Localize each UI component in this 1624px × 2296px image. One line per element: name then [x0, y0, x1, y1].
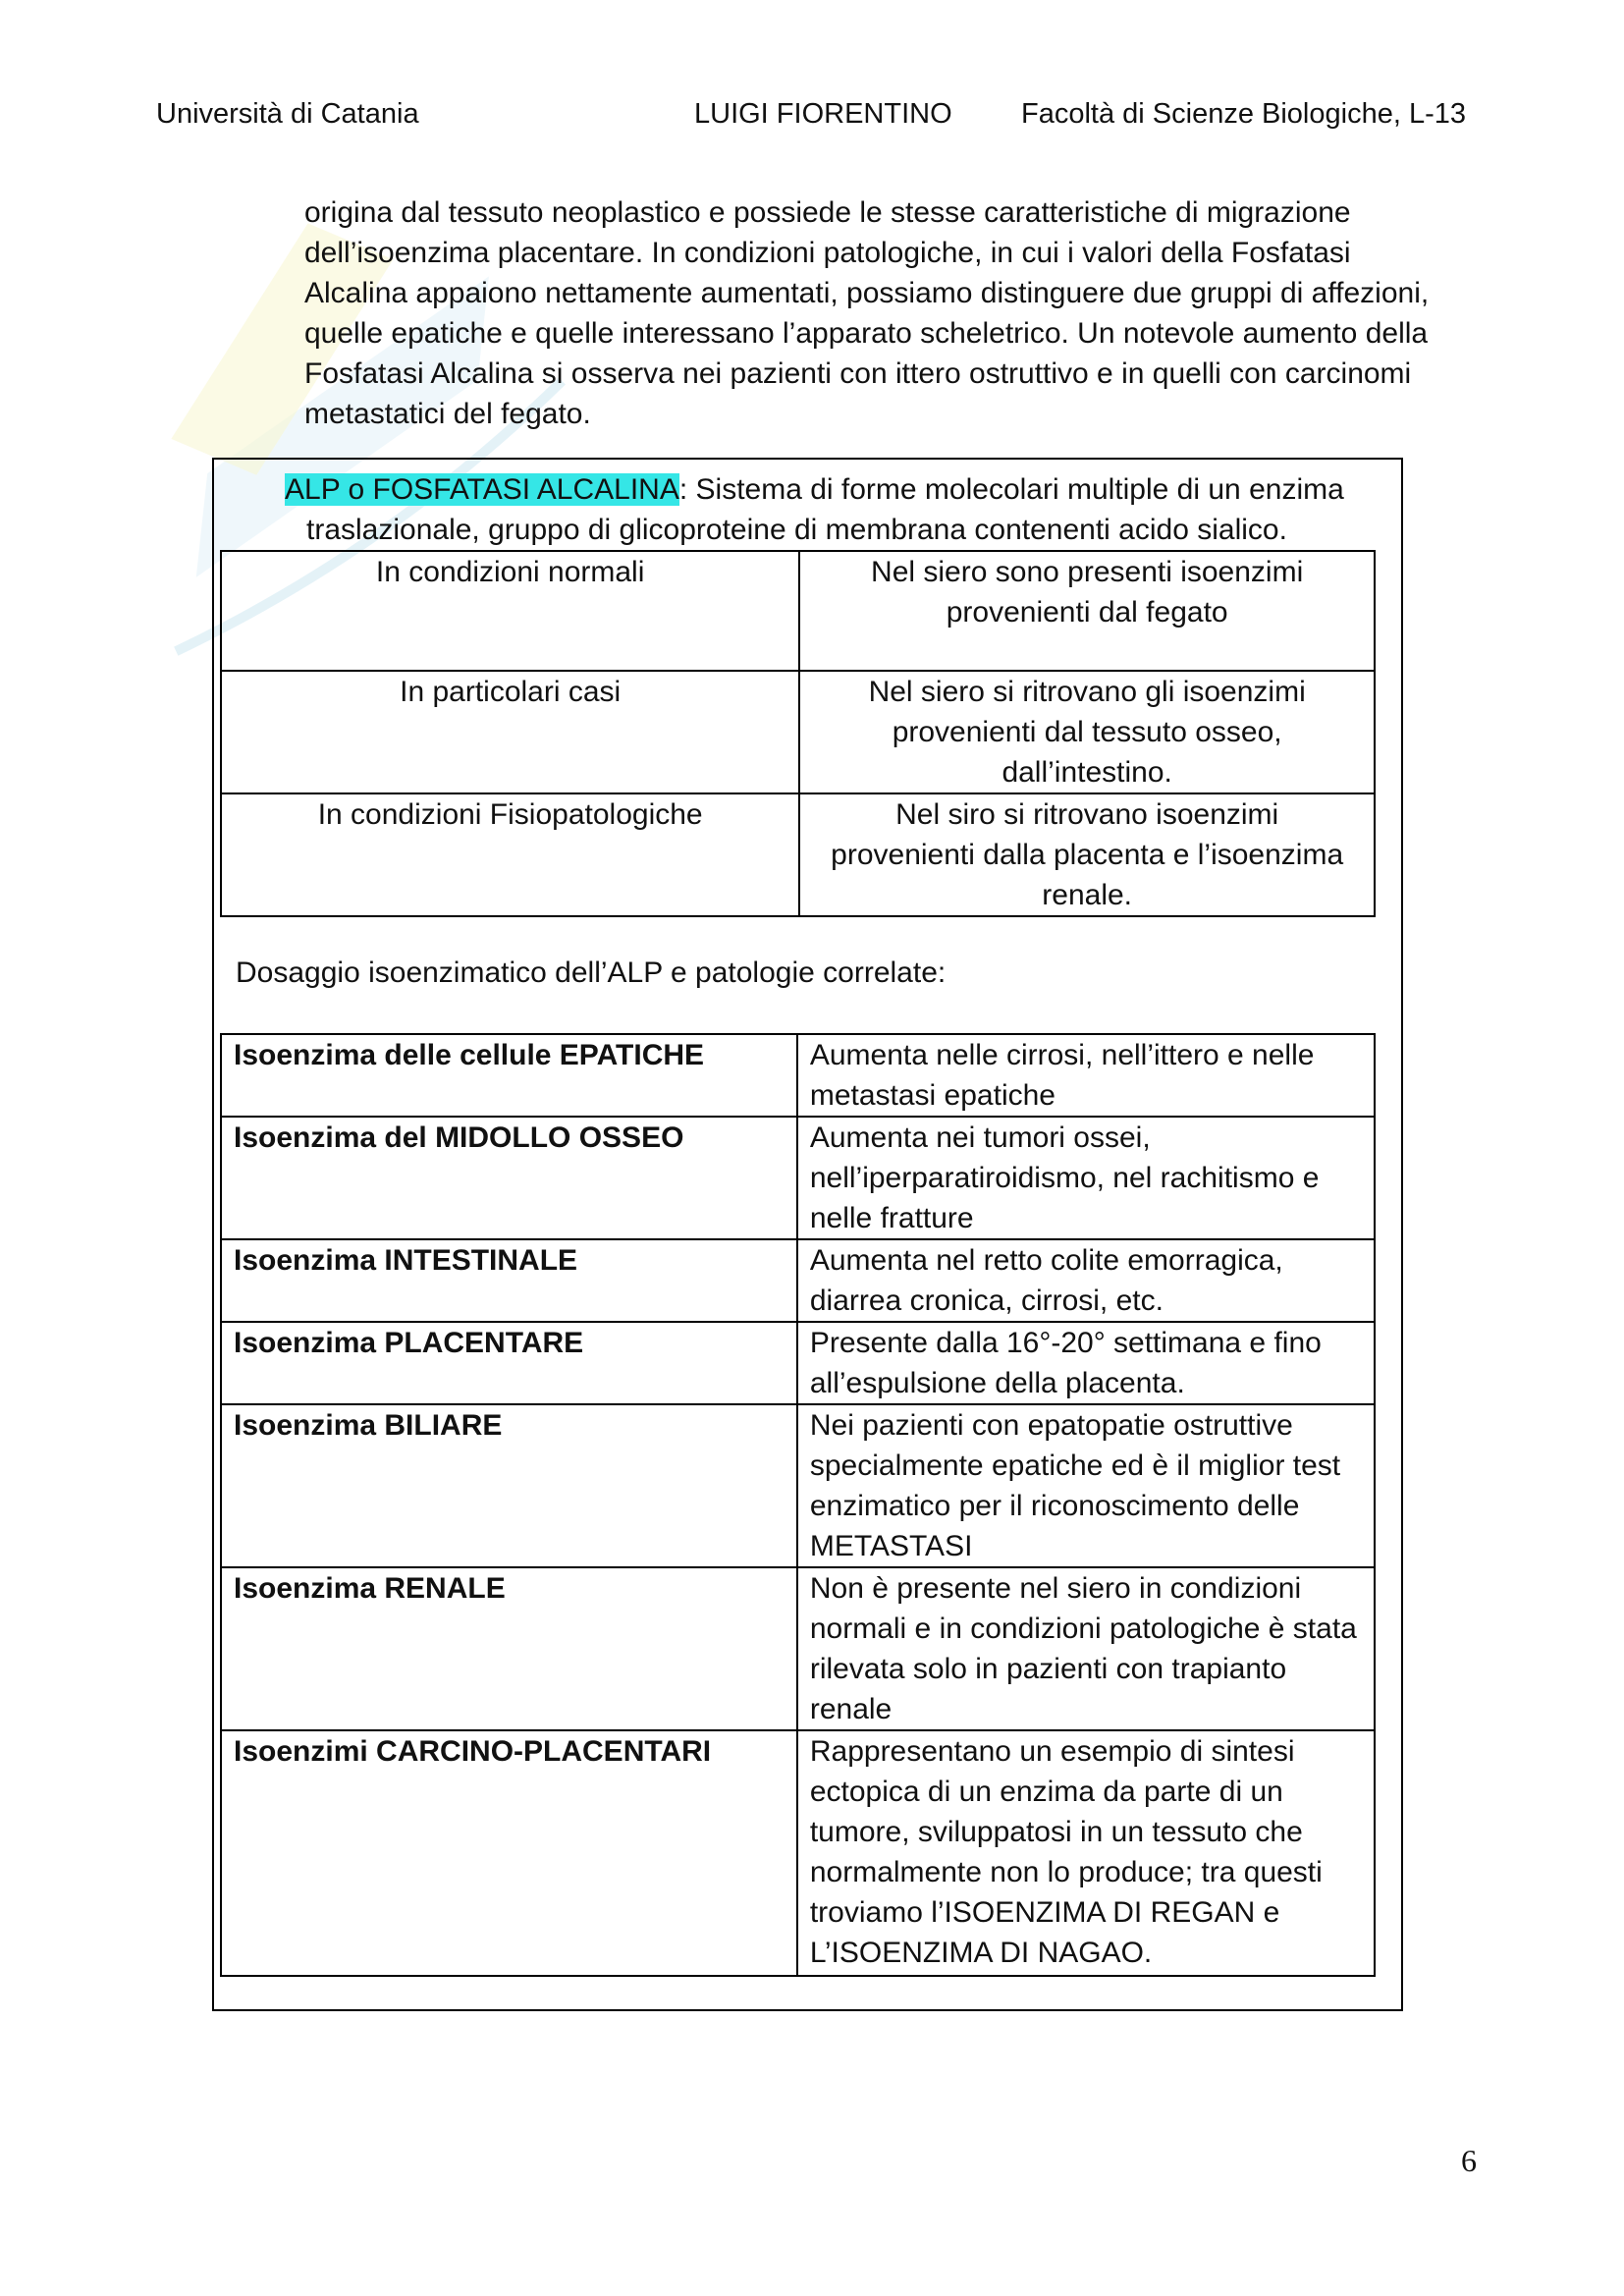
header-university: Università di Catania: [156, 98, 419, 130]
condition-description-cell: Nel siero sono presenti isoenzimi provenienti dal fegato: [799, 551, 1375, 671]
table-row: [221, 1239, 1375, 1322]
intro-line: Alcalina appaiono nettamente aumentati, possiamo distinguere due gruppi di affezioni,: [304, 277, 1430, 309]
dosaggio-heading: Dosaggio isoenzimatico dell’ALP e patologie correlate:: [236, 957, 947, 989]
header-faculty: Facoltà di Scienze Biologiche, L-13: [1021, 98, 1466, 130]
condition-description-cell: Nel siro si ritrovano isoenzimi provenienti dalla placenta e l’isoenzima renale.: [799, 793, 1375, 916]
isoenzyme-name-cell: Isoenzima RENALE: [221, 1567, 797, 1730]
condition-description-cell: Nel siero si ritrovano gli isoenzimi provenienti dal tessuto osseo, dall’intestino.: [799, 671, 1375, 793]
alp-definition-line2: traslazionale, gruppo di glicoproteine di membrana contenenti acido sialico.: [306, 514, 1287, 546]
isoenzymes-table: [220, 1033, 1376, 1977]
header-author: LUIGI FIORENTINO: [694, 98, 952, 130]
table-row: [221, 1117, 1375, 1239]
isoenzyme-description-cell: Aumenta nel retto colite emorragica, diarrea cronica, cirrosi, etc.: [797, 1239, 1375, 1322]
conditions-table: [220, 550, 1376, 917]
page-number: 6: [1461, 2143, 1477, 2178]
isoenzyme-description-cell: Non è presente nel siero in condizioni normali e in condizioni patologiche è stata rilevata solo in pazienti con trapianto renale: [797, 1567, 1375, 1730]
alp-summary-box: [212, 458, 1403, 2011]
isoenzyme-name-cell: Isoenzima INTESTINALE: [221, 1239, 797, 1322]
intro-line: Fosfatasi Alcalina si osserva nei pazienti con ittero ostruttivo e in quelli con carcinomi: [304, 357, 1412, 390]
intro-line: dell’isoenzima placentare. In condizioni patologiche, in cui i valori della Fosfatasi: [304, 237, 1351, 269]
table-row: [221, 1034, 1375, 1117]
isoenzyme-name-cell: Isoenzimi CARCINO-PLACENTARI: [221, 1730, 797, 1976]
intro-line: quelle epatiche e quelle interessano l’apparato scheletrico. Un notevole aumento della: [304, 317, 1429, 350]
intro-line: origina dal tessuto neoplastico e possiede le stesse caratteristiche di migrazione: [304, 196, 1351, 229]
table-row: [221, 1322, 1375, 1404]
isoenzyme-description-cell: Nei pazienti con epatopatie ostruttive specialmente epatiche ed è il miglior test enzimatico per il riconoscimento delle METASTASI: [797, 1404, 1375, 1567]
table-row: [221, 793, 1375, 916]
isoenzyme-description-cell: Aumenta nei tumori ossei, nell’iperparatiroidismo, nel rachitismo e nelle fratture: [797, 1117, 1375, 1239]
intro-paragraph: [304, 192, 1483, 434]
isoenzyme-description-cell: Rappresentano un esempio di sintesi ectopica di un enzima da parte di un tumore, sviluppatosi in un tessuto che normalmente non lo produce; tra questi troviamo l’ISOENZIMA DI REGAN e L’ISOENZIMA DI NAGAO.: [797, 1730, 1375, 1976]
alp-term-highlight: ALP o FOSFATASI ALCALINA: [285, 473, 679, 506]
condition-cell: In condizioni Fisiopatologiche: [221, 793, 799, 916]
isoenzyme-name-cell: Isoenzima PLACENTARE: [221, 1322, 797, 1404]
isoenzyme-description-cell: Aumenta nelle cirrosi, nell’ittero e nelle metastasi epatiche: [797, 1034, 1375, 1117]
table-row: [221, 1567, 1375, 1730]
table-row: [221, 551, 1375, 671]
table-row: [221, 671, 1375, 793]
isoenzyme-name-cell: Isoenzima del MIDOLLO OSSEO: [221, 1117, 797, 1239]
condition-cell: In condizioni normali: [221, 551, 799, 671]
alp-definition-line1: : Sistema di forme molecolari multiple di un enzima: [678, 473, 1344, 506]
isoenzyme-name-cell: Isoenzima BILIARE: [221, 1404, 797, 1567]
intro-line: metastatici del fegato.: [304, 398, 591, 430]
table-row: [221, 1730, 1375, 1976]
condition-cell: In particolari casi: [221, 671, 799, 793]
isoenzyme-name-cell: Isoenzima delle cellule EPATICHE: [221, 1034, 797, 1117]
alp-definition: [285, 469, 1384, 550]
table-row: [221, 1404, 1375, 1567]
isoenzyme-description-cell: Presente dalla 16°-20° settimana e fino all’espulsione della placenta.: [797, 1322, 1375, 1404]
